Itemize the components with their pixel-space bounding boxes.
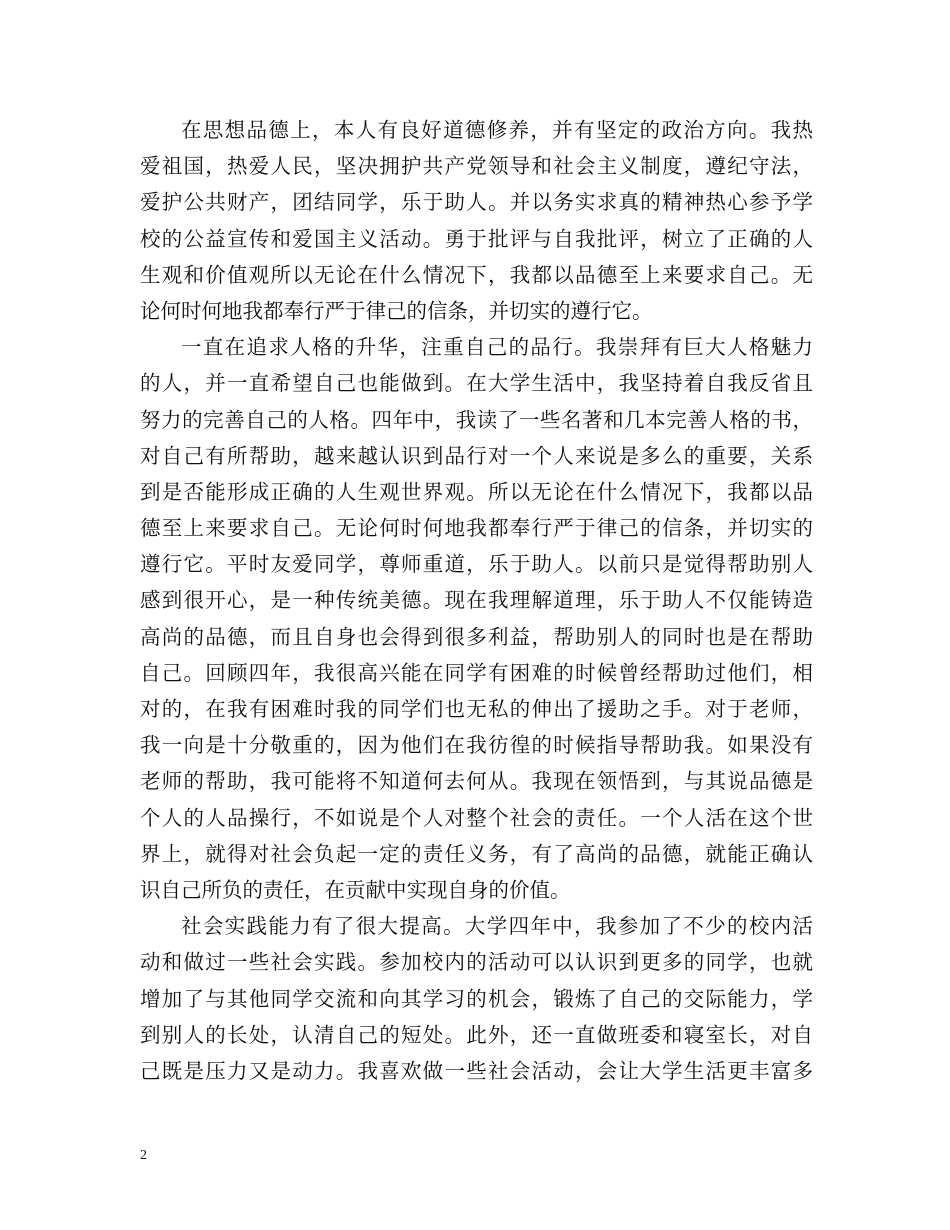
text-line: 界上，就得对社会负起一定的责任义务，有了高尚的品德，就能正确认	[140, 841, 813, 866]
text-line: 一直在追求人格的升华，注重自己的品行。我崇拜有巨大人格魅力	[181, 335, 813, 360]
text-line: 感到很开心，是一种传统美德。现在我理解道理，乐于助人不仅能铸造	[140, 588, 813, 613]
text-line: 德至上来要求自己。无论何时何地我都奉行严于律己的信条，并切实的	[140, 516, 813, 541]
text-line: 个人的人品操行，不如说是个人对整个社会的责任。一个人活在这个世	[140, 805, 813, 830]
text-line: 到别人的长处，认清自己的短处。此外，还一直做班委和寝室长，对自	[140, 1022, 813, 1047]
document-body	[140, 112, 813, 1089]
text-line: 高尚的品德，而且自身也会得到很多利益，帮助别人的同时也是在帮助	[140, 624, 813, 649]
text-line: 己既是压力又是动力。我喜欢做一些社会活动，会让大学生活更丰富多	[140, 1058, 813, 1083]
text-line: 自己。回顾四年，我很高兴能在同学有困难的时候曾经帮助过他们，相	[140, 660, 813, 685]
text-line: 识自己所负的责任，在贡献中实现自身的价值。	[140, 877, 571, 902]
page-number: 2	[140, 1148, 147, 1163]
text-line: 老师的帮助，我可能将不知道何去何从。我现在领悟到，与其说品德是	[140, 769, 813, 794]
text-line: 论何时何地我都奉行严于律己的信条，并切实的遵行它。	[140, 298, 653, 323]
paragraph	[140, 329, 813, 908]
paragraph	[140, 112, 813, 329]
text-line: 在思想品德上，本人有良好道德修养，并有坚定的政治方向。我热	[181, 118, 813, 142]
text-line: 遵行它。平时友爱同学，尊师重道，乐于助人。以前只是觉得帮助别人	[140, 552, 813, 577]
text-line: 的人，并一直希望自己也能做到。在大学生活中，我坚持着自我反省且	[140, 371, 813, 396]
text-line: 校的公益宣传和爱国主义活动。勇于批评与自我批评，树立了正确的人	[140, 226, 813, 251]
paragraph	[140, 908, 813, 1089]
text-line: 对的，在我有困难时我的同学们也无私的伸出了援助之手。对于老师，	[140, 697, 813, 721]
text-line: 到是否能形成正确的人生观世界观。所以无论在什么情况下，我都以品	[140, 479, 813, 504]
text-line: 努力的完善自己的人格。四年中，我读了一些名著和几本完善人格的书，	[140, 407, 813, 432]
text-line: 爱护公共财产，团结同学，乐于助人。并以务实求真的精神热心参予学	[140, 190, 813, 215]
text-line: 对自己有所帮助，越来越认识到品行对一个人来说是多么的重要，关系	[140, 443, 813, 468]
text-line: 生观和价值观所以无论在什么情况下，我都以品德至上来要求自己。无	[140, 262, 813, 287]
text-line: 动和做过一些社会实践。参加校内的活动可以认识到更多的同学，也就	[140, 950, 813, 975]
text-line: 增加了与其他同学交流和向其学习的机会，锻炼了自己的交际能力，学	[140, 986, 813, 1011]
text-line: 我一向是十分敬重的，因为他们在我彷徨的时候指导帮助我。如果没有	[140, 733, 813, 758]
text-line: 社会实践能力有了很大提高。大学四年中，我参加了不少的校内活	[181, 914, 813, 939]
text-line: 爱祖国，热爱人民，坚决拥护共产党领导和社会主义制度，遵纪守法，	[140, 154, 813, 179]
